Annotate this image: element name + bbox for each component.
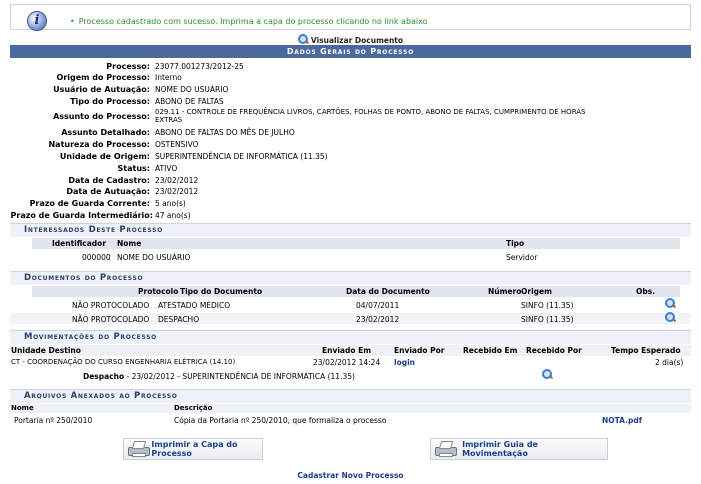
- documento-2-origem: SINFO (11.35): [521, 315, 574, 324]
- interessados-title: Interessados Deste Processo: [10, 224, 691, 237]
- header-tempo-esperado: Tempo Esperado: [611, 346, 681, 355]
- field-value-usuario: NOME DO USUÁRIO: [155, 85, 229, 94]
- arquivos-header-row: [10, 404, 691, 413]
- field-label-tipo: Tipo do Processo:: [70, 97, 150, 106]
- field-value-origem: Interno: [155, 73, 182, 82]
- header-arquivo-nome: Nome: [11, 404, 34, 412]
- magnifier-icon: [542, 369, 553, 380]
- field-label-usuario: Usuário de Autuação:: [53, 85, 150, 94]
- field-label-data-autuacao: Data de Autuação:: [66, 187, 150, 196]
- header-protocolo: Protocolo: [138, 287, 179, 296]
- field-value-prazo-intermediario: 47 ano(s): [155, 211, 191, 220]
- magnifier-icon: [665, 298, 676, 309]
- imprimir-capa-label: Imprimir a Capa do Processo: [151, 440, 238, 458]
- documento-2-view-button[interactable]: [665, 312, 678, 323]
- documento-2-tipo: DESPACHO: [158, 315, 200, 324]
- documentos-section: [10, 271, 691, 327]
- header-recebido-em: Recebido Em: [463, 346, 518, 355]
- field-value-natureza: OSTENSIVO: [155, 140, 199, 149]
- documento-1-tipo: ATESTADO MÉDICO: [158, 301, 231, 310]
- documento-1-data: 04/07/2011: [356, 301, 400, 310]
- interessado-tipo: Servidor: [506, 253, 538, 262]
- magnifier-icon: [298, 34, 309, 45]
- field-label-processo: Processo:: [106, 62, 150, 71]
- view-document-link[interactable]: [0, 34, 701, 45]
- field-value-prazo-corrente: 5 ano(s): [155, 199, 186, 208]
- printer-icon: [127, 440, 146, 458]
- despacho-text: - 23/02/2012 - SUPERINTENDÊNCIA DE INFORMÁTICA (11.35): [124, 372, 355, 381]
- imprimir-guia-label: Imprimir Guia de Movimentação: [462, 440, 538, 458]
- field-label-assunto-detalhado: Assunto Detalhado:: [61, 128, 150, 137]
- documento-1-view-button[interactable]: [665, 298, 678, 309]
- field-value-assunto: 029.11 - CONTROLE DE FREQUÊNCIA LIVROS, CARTÕES, FOLHAS DE PONTO, ABONO DE FALTAS, CUMPRIMENTO DE HORAS: [155, 108, 586, 116]
- header-tipo: Tipo: [506, 239, 525, 248]
- despacho-view-button[interactable]: [542, 369, 555, 380]
- success-message-box: [10, 4, 691, 30]
- header-nome: Nome: [117, 239, 142, 248]
- interessados-section: [10, 223, 691, 267]
- movimentacao-enviado-por-link[interactable]: login: [394, 358, 416, 367]
- documento-2-protocolo: NÃO PROTOCOLADO: [72, 315, 150, 324]
- field-label-status: Status:: [117, 164, 150, 173]
- header-unidade-destino: Unidade Destino: [11, 346, 81, 355]
- header-enviado-por: Enviado Por: [394, 346, 445, 355]
- despacho-line: [83, 372, 355, 381]
- header-identificador: Identificador: [52, 239, 107, 248]
- cadastrar-novo-processo-link[interactable]: Cadastrar Novo Processo: [297, 471, 404, 480]
- documento-1-origem: SINFO (11.35): [521, 301, 574, 310]
- magnifier-icon: [665, 312, 676, 323]
- movimentacao-enviado-em: 23/02/2012 14:24: [313, 358, 381, 367]
- field-value-data-autuacao: 23/02/2012: [155, 187, 199, 196]
- header-enviado-em: Enviado Em: [322, 346, 372, 355]
- interessado-nome: NOME DO USUÁRIO: [117, 253, 191, 262]
- field-value-data-cadastro: 23/02/2012: [155, 176, 199, 185]
- movimentacao-tempo: 2 dia(s): [655, 358, 684, 367]
- field-label-natureza: Natureza do Processo:: [48, 140, 150, 149]
- documentos-title: Documentos do Processo: [10, 272, 691, 285]
- field-label-unidade: Unidade de Origem:: [59, 152, 150, 161]
- documento-2-data: 23/02/2012: [356, 315, 400, 324]
- arquivo-nome: Portaria nº 250/2010: [14, 416, 93, 425]
- despacho-label: Despacho: [83, 372, 125, 381]
- interessado-identificador: 000000: [82, 253, 111, 262]
- header-data-documento: Data do Documento: [346, 287, 430, 296]
- field-value-unidade: SUPERINTENDÊNCIA DE INFORMÁTICA (11.35): [155, 152, 328, 161]
- arquivo-download-link[interactable]: NOTA.pdf: [602, 416, 642, 425]
- movimentacao-unidade: CT - COORDENAÇÃO DO CURSO ENGENHARIA ELÉTRICA (14.10): [11, 358, 236, 366]
- header-tipo-documento: Tipo do Documento: [180, 287, 263, 296]
- field-value-status: ATIVO: [155, 164, 178, 173]
- movimentacoes-header-row: [10, 345, 691, 356]
- arquivos-section: [10, 389, 691, 427]
- field-value-assunto-cont: EXTRAS: [155, 116, 183, 124]
- field-value-assunto-detalhado: ABONO DE FALTAS DO MÊS DE JULHO: [155, 128, 295, 137]
- field-label-data-cadastro: Data de Cadastro:: [68, 176, 150, 185]
- header-numero: Número: [488, 287, 522, 296]
- field-value-tipo: ABONO DE FALTAS: [155, 97, 224, 106]
- imprimir-guia-button[interactable]: [430, 438, 608, 460]
- view-document-label: Visualizar Documento: [310, 36, 404, 45]
- interessados-header-row: [32, 238, 680, 249]
- field-label-assunto: Assunto do Processo:: [53, 112, 150, 121]
- header-origem: Origem: [521, 287, 552, 296]
- documento-1-protocolo: NÃO PROTOCOLADO: [72, 301, 150, 310]
- field-label-origem: Origem do Processo:: [56, 73, 150, 82]
- arquivo-descricao: Cópia da Portaria nº 250/2010, que formaliza o processo: [174, 416, 387, 425]
- success-message-text: • Processo cadastrado com sucesso. Imprima a capa do processo clicando no link abaixo: [70, 17, 428, 26]
- info-icon: i: [27, 11, 47, 31]
- header-arquivo-descricao: Descrição: [174, 404, 213, 412]
- header-obs: Obs.: [636, 287, 656, 296]
- field-label-prazo-intermediario: Prazo de Guarda Intermediário:: [10, 211, 153, 220]
- field-label-prazo-corrente: Prazo de Guarda Corrente:: [29, 199, 150, 208]
- arquivos-title: Arquivos Anexados ao Processo: [10, 390, 691, 403]
- movimentacoes-section: [10, 330, 691, 386]
- header-recebido-por: Recebido Por: [526, 346, 582, 355]
- imprimir-capa-button[interactable]: [123, 438, 263, 460]
- movimentacoes-title: Movimentações do Processo: [10, 331, 691, 344]
- field-value-processo: 23077.001273/2012-25: [155, 62, 244, 71]
- printer-icon: [434, 440, 457, 458]
- main-section-title: Dados Gerais do Processo: [10, 45, 691, 58]
- documentos-header-row: [32, 286, 680, 297]
